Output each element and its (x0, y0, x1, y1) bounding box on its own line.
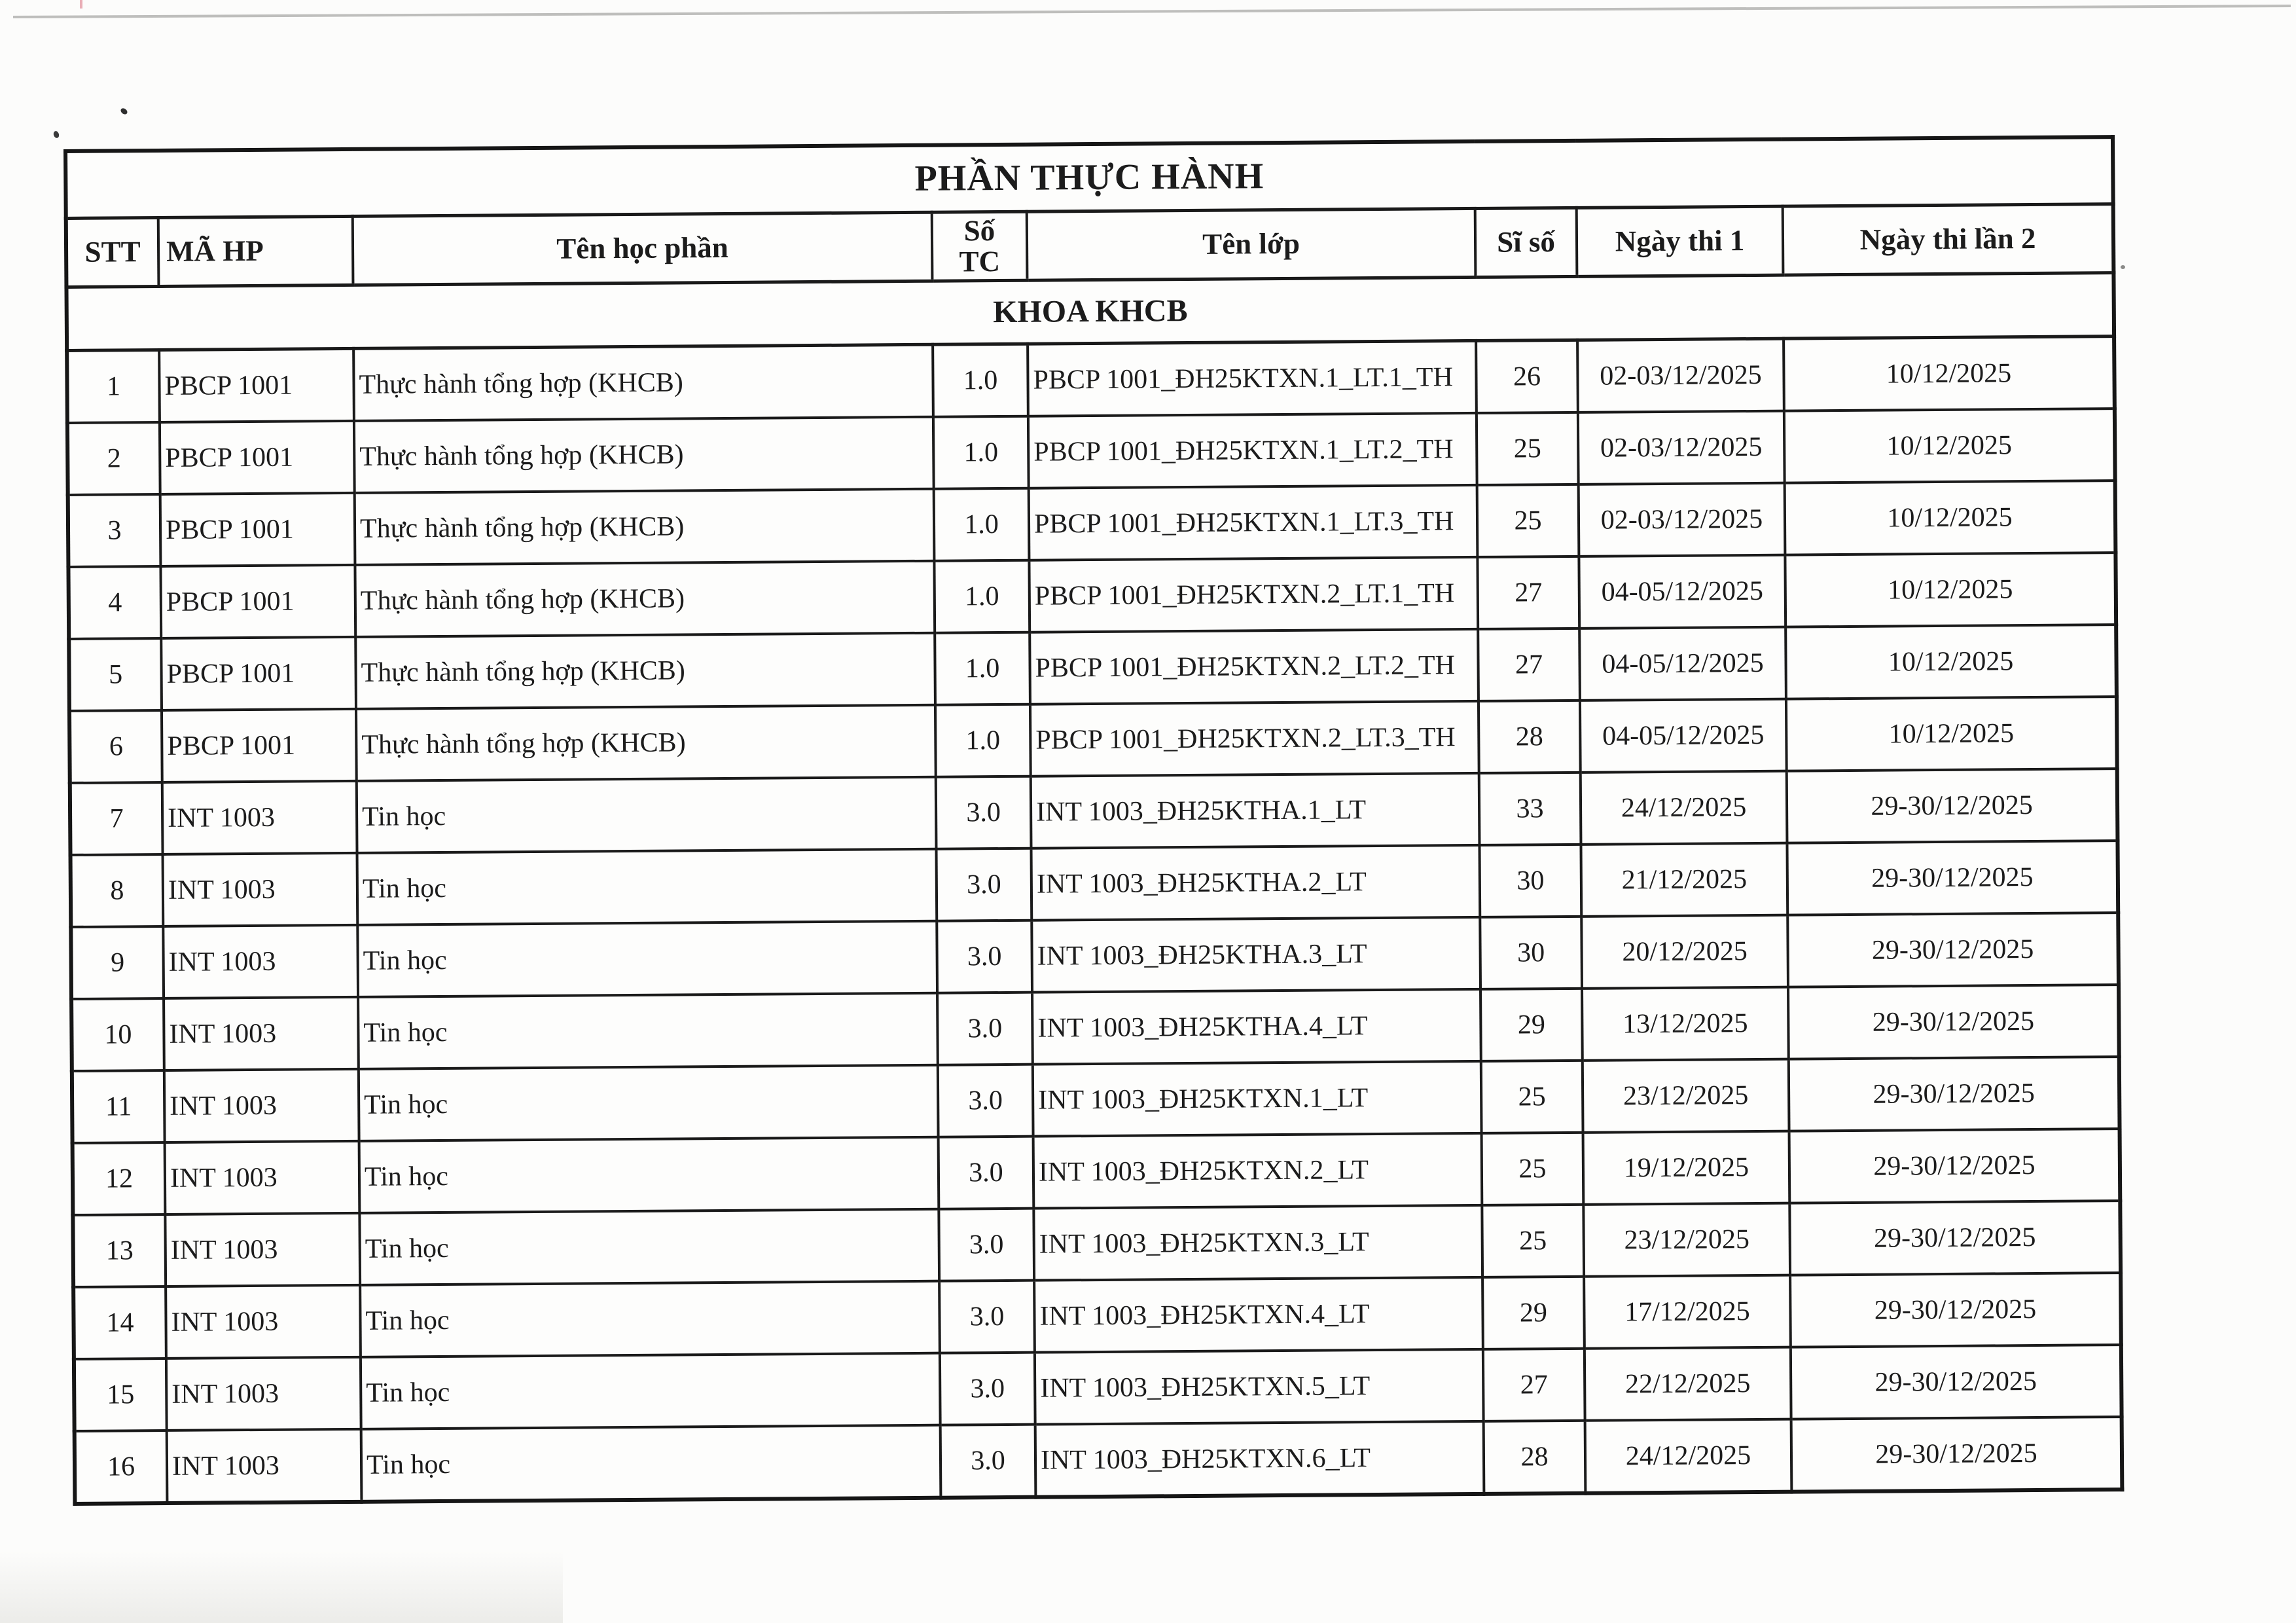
cell-ngay-thi-1: 02-03/12/2025 (1578, 411, 1785, 484)
exam-schedule-document (63, 135, 2124, 1506)
cell-ngay-thi-lan-2: 29-30/12/2025 (1790, 1273, 2121, 1347)
cell-ngay-thi-lan-2: 29-30/12/2025 (1787, 913, 2119, 987)
cell-stt: 11 (72, 1070, 165, 1143)
cell-si-so: 28 (1479, 701, 1581, 773)
cell-ten-lop: INT 1003_ĐH25KTXN.2_LT (1033, 1133, 1482, 1209)
cell-so-tc: 3.0 (939, 1137, 1034, 1209)
cell-si-so: 25 (1482, 1205, 1584, 1277)
cell-ngay-thi-1: 04-05/12/2025 (1579, 555, 1785, 629)
cell-ten-hoc-phan: Thực hành tổng hợp (KHCB) (355, 489, 935, 565)
table-row (68, 481, 2116, 567)
cell-si-so: 25 (1477, 484, 1579, 557)
cell-ten-hoc-phan: Tin học (357, 921, 937, 997)
cell-so-tc: 1.0 (934, 560, 1030, 633)
cell-ngay-thi-lan-2: 29-30/12/2025 (1788, 985, 2119, 1059)
cell-si-so: 30 (1480, 917, 1582, 989)
cell-ten-lop: INT 1003_ĐH25KTHA.2_LT (1031, 845, 1480, 921)
cell-so-tc: 3.0 (936, 776, 1031, 849)
cell-stt: 9 (71, 926, 164, 999)
cell-ten-hoc-phan: Tin học (360, 1281, 940, 1357)
scan-artifact-speck (120, 107, 129, 115)
cell-ten-lop: INT 1003_ĐH25KTHA.3_LT (1031, 917, 1480, 993)
cell-ngay-thi-1: 17/12/2025 (1584, 1275, 1791, 1349)
cell-ma-hp: INT 1003 (166, 1357, 361, 1431)
cell-ngay-thi-1: 02-03/12/2025 (1577, 338, 1784, 412)
cell-ma-hp: PBCP 1001 (160, 421, 355, 494)
cell-ngay-thi-1: 22/12/2025 (1585, 1347, 1791, 1421)
table-body (67, 337, 2122, 1504)
cell-so-tc: 3.0 (938, 1065, 1033, 1137)
cell-ngay-thi-1: 21/12/2025 (1581, 843, 1787, 917)
cell-ngay-thi-1: 24/12/2025 (1585, 1419, 1792, 1493)
cell-ngay-thi-1: 02-03/12/2025 (1579, 483, 1785, 556)
table-row (75, 1417, 2123, 1504)
cell-ten-hoc-phan: Tin học (359, 1137, 939, 1213)
cell-ngay-thi-lan-2: 10/12/2025 (1785, 553, 2116, 627)
cell-ten-lop: INT 1003_ĐH25KTXN.3_LT (1033, 1205, 1482, 1281)
table-row (71, 841, 2119, 927)
cell-si-so: 30 (1479, 845, 1581, 917)
cell-stt: 2 (67, 422, 160, 495)
cell-ten-hoc-phan: Tin học (357, 849, 937, 925)
col-header-so-tc-line2: TC (959, 245, 1001, 278)
cell-ten-lop: PBCP 1001_ĐH25KTXN.1_LT.3_TH (1029, 485, 1478, 560)
cell-ngay-thi-1: 04-05/12/2025 (1579, 627, 1786, 701)
cell-ngay-thi-lan-2: 10/12/2025 (1784, 409, 2115, 483)
table-row (73, 1201, 2121, 1287)
cell-ten-hoc-phan: Tin học (361, 1425, 941, 1502)
col-header-ten-hoc-phan: Tên học phần (353, 212, 933, 285)
table-row (69, 625, 2117, 711)
cell-ten-hoc-phan: Tin học (358, 993, 938, 1069)
cell-stt: 1 (67, 350, 160, 422)
cell-ten-hoc-phan: Tin học (359, 1065, 939, 1141)
cell-so-tc: 1.0 (934, 488, 1030, 561)
cell-ngay-thi-lan-2: 10/12/2025 (1785, 625, 2117, 699)
cell-ten-lop: INT 1003_ĐH25KTXN.4_LT (1034, 1277, 1483, 1353)
cell-ten-hoc-phan: Thực hành tổng hợp (KHCB) (353, 344, 933, 421)
cell-so-tc: 3.0 (937, 993, 1033, 1065)
cell-si-so: 29 (1482, 1277, 1585, 1349)
cell-stt: 8 (71, 854, 164, 927)
col-header-ten-lop: Tên lớp (1027, 208, 1476, 280)
cell-ma-hp: INT 1003 (162, 781, 357, 854)
cell-ngay-thi-1: 23/12/2025 (1583, 1059, 1789, 1133)
cell-ngay-thi-lan-2: 29-30/12/2025 (1787, 769, 2118, 843)
page-title: PHẦN THỰC HÀNH (65, 137, 2113, 218)
cell-ma-hp: INT 1003 (164, 1069, 359, 1142)
cell-ngay-thi-lan-2: 29-30/12/2025 (1789, 1129, 2121, 1203)
cell-stt: 5 (69, 638, 162, 711)
cell-so-tc: 3.0 (941, 1425, 1036, 1498)
cell-ten-hoc-phan: Thực hành tổng hợp (KHCB) (356, 705, 936, 781)
col-header-si-so: Sĩ số (1475, 208, 1577, 277)
col-header-so-tc-line1: Số (963, 213, 996, 247)
cell-so-tc: 1.0 (935, 632, 1030, 705)
col-header-ngay-thi-lan-2: Ngày thi lần 2 (1783, 204, 2114, 276)
cell-si-so: 27 (1483, 1349, 1585, 1421)
table-row (72, 1057, 2120, 1143)
cell-ten-lop: PBCP 1001_ĐH25KTXN.1_LT.2_TH (1028, 413, 1477, 488)
table-row (67, 409, 2115, 495)
cell-si-so: 33 (1479, 773, 1581, 845)
cell-si-so: 28 (1484, 1421, 1586, 1494)
cell-so-tc: 1.0 (933, 416, 1029, 489)
cell-ma-hp: INT 1003 (167, 1429, 362, 1503)
cell-ngay-thi-lan-2: 29-30/12/2025 (1791, 1417, 2123, 1492)
cell-ngay-thi-1: 20/12/2025 (1581, 915, 1788, 989)
cell-ten-lop: PBCP 1001_ĐH25KTXN.2_LT.1_TH (1029, 557, 1478, 632)
cell-ngay-thi-1: 19/12/2025 (1583, 1131, 1790, 1205)
cell-stt: 12 (73, 1142, 166, 1215)
cell-ten-hoc-phan: Tin học (359, 1209, 939, 1285)
cell-ten-lop: INT 1003_ĐH25KTXN.6_LT (1035, 1421, 1484, 1497)
table-row (68, 553, 2116, 639)
cell-ma-hp: INT 1003 (166, 1285, 361, 1359)
cell-stt: 13 (73, 1214, 166, 1287)
scan-artifact-top-line (13, 5, 2291, 18)
cell-ma-hp: INT 1003 (163, 853, 358, 926)
cell-ten-lop: INT 1003_ĐH25KTHA.4_LT (1032, 989, 1481, 1065)
cell-so-tc: 3.0 (939, 1281, 1035, 1353)
cell-ten-lop: INT 1003_ĐH25KTXN.1_LT (1033, 1061, 1482, 1137)
cell-ma-hp: PBCP 1001 (161, 637, 356, 710)
cell-ten-lop: PBCP 1001_ĐH25KTXN.1_LT.1_TH (1028, 340, 1477, 416)
table-row (70, 769, 2118, 855)
cell-stt: 16 (75, 1431, 168, 1504)
table-row (73, 1273, 2121, 1359)
cell-ngay-thi-lan-2: 29-30/12/2025 (1791, 1345, 2122, 1419)
cell-ma-hp: INT 1003 (163, 925, 358, 998)
cell-ma-hp: INT 1003 (165, 1213, 360, 1286)
table-row (71, 913, 2119, 999)
scan-artifact-speck (2121, 265, 2125, 269)
cell-stt: 10 (71, 998, 164, 1071)
col-header-ngay-thi-1: Ngày thi 1 (1577, 206, 1784, 276)
table-row (69, 697, 2117, 783)
cell-ten-hoc-phan: Tin học (357, 777, 937, 853)
cell-ma-hp: PBCP 1001 (162, 709, 357, 782)
col-header-so-tc (932, 211, 1028, 281)
cell-ngay-thi-1: 13/12/2025 (1582, 987, 1789, 1061)
cell-ngay-thi-lan-2: 10/12/2025 (1785, 481, 2116, 555)
cell-so-tc: 1.0 (935, 704, 1031, 777)
cell-so-tc: 3.0 (940, 1353, 1035, 1425)
section-header-khoa-khcb: KHOA KHCB (66, 273, 2114, 351)
cell-si-so: 26 (1476, 340, 1578, 413)
cell-ma-hp: PBCP 1001 (159, 348, 354, 422)
cell-stt: 6 (69, 710, 162, 783)
cell-ten-lop: PBCP 1001_ĐH25KTXN.2_LT.2_TH (1030, 629, 1479, 704)
cell-so-tc: 3.0 (936, 848, 1031, 921)
table-row (71, 985, 2119, 1071)
exam-schedule-table (63, 135, 2124, 1506)
cell-ngay-thi-1: 04-05/12/2025 (1580, 699, 1787, 773)
cell-stt: 14 (73, 1286, 166, 1359)
table-row (73, 1129, 2121, 1215)
cell-si-so: 25 (1477, 412, 1579, 485)
cell-ma-hp: INT 1003 (165, 1141, 360, 1214)
cell-stt: 15 (74, 1359, 167, 1431)
cell-so-tc: 3.0 (937, 921, 1032, 993)
cell-ten-hoc-phan: Thực hành tổng hợp (KHCB) (355, 633, 935, 709)
cell-ten-hoc-phan: Tin học (361, 1353, 941, 1429)
cell-ma-hp: INT 1003 (164, 997, 359, 1070)
cell-stt: 3 (68, 494, 161, 567)
cell-ngay-thi-lan-2: 29-30/12/2025 (1787, 841, 2118, 915)
table-row (67, 337, 2115, 423)
cell-si-so: 29 (1480, 989, 1583, 1061)
cell-ten-lop: INT 1003_ĐH25KTXN.5_LT (1035, 1349, 1484, 1425)
cell-si-so: 25 (1482, 1133, 1584, 1205)
scan-artifact-speck (52, 130, 60, 139)
cell-si-so: 25 (1481, 1061, 1583, 1133)
cell-ngay-thi-lan-2: 10/12/2025 (1784, 337, 2115, 411)
cell-so-tc: 3.0 (939, 1209, 1034, 1281)
cell-ten-lop: PBCP 1001_ĐH25KTXN.2_LT.3_TH (1030, 701, 1479, 776)
cell-ngay-thi-lan-2: 10/12/2025 (1786, 697, 2117, 771)
col-header-ma-hp: MÃ HP (158, 216, 353, 286)
cell-si-so: 27 (1478, 629, 1580, 701)
cell-so-tc: 1.0 (933, 344, 1028, 417)
cell-ma-hp: PBCP 1001 (160, 565, 355, 638)
cell-si-so: 27 (1477, 556, 1579, 629)
col-header-stt: STT (66, 217, 159, 287)
scan-artifact-haze (0, 1551, 563, 1623)
cell-ngay-thi-lan-2: 29-30/12/2025 (1789, 1057, 2120, 1131)
cell-ma-hp: PBCP 1001 (160, 493, 355, 566)
cell-ngay-thi-lan-2: 29-30/12/2025 (1789, 1201, 2121, 1275)
cell-ngay-thi-1: 24/12/2025 (1581, 771, 1787, 845)
cell-ngay-thi-1: 23/12/2025 (1583, 1203, 1790, 1277)
cell-ten-hoc-phan: Thực hành tổng hợp (KHCB) (355, 561, 935, 637)
table-row (74, 1345, 2122, 1431)
cell-stt: 4 (68, 566, 161, 639)
cell-ten-hoc-phan: Thực hành tổng hợp (KHCB) (354, 417, 934, 493)
cell-ten-lop: INT 1003_ĐH25KTHA.1_LT (1031, 773, 1480, 848)
cell-stt: 7 (70, 782, 163, 855)
scan-artifact-pink-tick (80, 0, 82, 9)
